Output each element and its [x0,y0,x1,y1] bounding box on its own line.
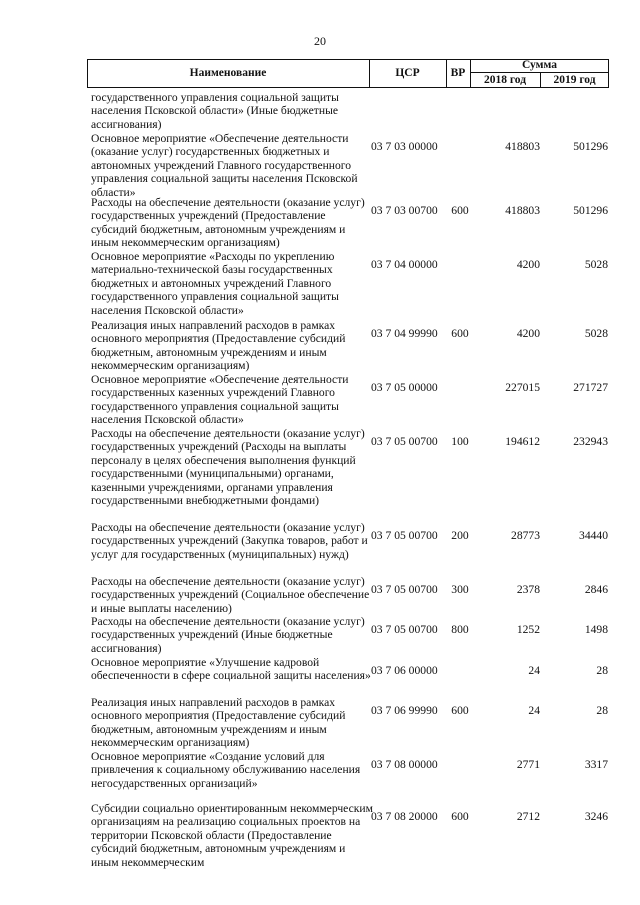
row-csr: 03 7 05 00700 [371,623,438,636]
row-sum-2019: 232943 [573,435,608,448]
row-csr: 03 7 08 20000 [371,810,438,823]
row-name: государственного управления социальной защиты населения Псковской области» (Иные бюджетные ассигнования) [91,91,339,131]
row-sum-2018: 4200 [516,258,540,271]
row-name: Субсидии социально ориентированным некоммерческим организациям на реализацию социальных проектов на территории Псковской области (Предоставление субсидий бюджетным, автономным учреждениям и иным некоммерческим [91,802,373,869]
row-sum-2018: 4200 [516,327,540,340]
row-name: Реализация иных направлений расходов в рамках основного мероприятия (Предоставление субсидий бюджетным, автономным учреждениям и иным некоммерческим организациям) [91,319,346,373]
row-sum-2019: 501296 [573,204,608,217]
row-csr: 03 7 04 99990 [371,327,438,340]
header-name: Наименование [189,67,267,79]
row-sum-2018: 2771 [516,758,540,771]
row-sum-2019: 1498 [584,623,608,636]
row-csr: 03 7 06 00000 [371,664,438,677]
row-name: Расходы на обеспечение деятельности (оказание услуг) государственных учреждений (Расходы на выплаты персоналу в целях обеспечения выполнения функций государственными (муниципальными) органами, казенными учреждениями, органами управления государственными внебюджетными фондами) [91,427,365,508]
row-sum-2018: 418803 [505,140,540,153]
header-sum: Сумма [522,59,557,71]
row-name: Основное мероприятие «Расходы по укреплению материально-технической базы государственных бюджетных и автономных учреждений Главного государственного управления социальной защиты населения Псковской области» [91,250,339,317]
row-csr: 03 7 04 00000 [371,258,438,271]
row-vr: 600 [451,327,469,340]
row-sum-2018: 2378 [516,583,540,596]
row-sum-2018: 1252 [516,623,540,636]
row-csr: 03 7 06 99990 [371,704,438,717]
row-vr: 800 [451,623,469,636]
row-name: Основное мероприятие «Обеспечение деятельности государственных казенных учреждений Главного государственного управления социальной защиты населения Псковской области» [91,373,349,427]
row-sum-2019: 28 [596,664,608,677]
row-sum-2018: 2712 [516,810,540,823]
header-2018: 2018 год [483,74,527,86]
header-2019: 2019 год [553,74,596,86]
row-vr: 200 [451,529,469,542]
row-name: Основное мероприятие «Создание условий для привлечения к социальному обслуживанию населения негосударственных организаций» [91,750,361,790]
row-name: Реализация иных направлений расходов в рамках основного мероприятия (Предоставление субсидий бюджетным, автономным учреждениям и иным некоммерческим организациям) [91,696,346,750]
row-vr: 600 [451,810,469,823]
row-csr: 03 7 05 00700 [371,529,438,542]
row-vr: 300 [451,583,469,596]
row-name: Расходы на обеспечение деятельности (оказание услуг) государственных учреждений (Предоставление субсидий бюджетным, автономным учреждениям и иным некоммерческим организациям) [91,196,365,250]
row-sum-2019: 5028 [584,258,608,271]
header-divider [470,72,609,73]
row-sum-2018: 24 [528,664,540,677]
row-name: Расходы на обеспечение деятельности (оказание услуг) государственных учреждений (Закупка товаров, работ и услуг для государственных (муниципальных) нужд) [91,521,368,561]
row-sum-2018: 227015 [505,381,540,394]
row-sum-2019: 501296 [573,140,608,153]
page-number: 20 [314,34,326,48]
row-name: Основное мероприятие «Улучшение кадровой обеспеченности в сфере социальной защиты населения» [91,656,371,683]
header-vr: ВР [450,67,466,79]
row-name: Расходы на обеспечение деятельности (оказание услуг) государственных учреждений (Социальное обеспечение и иные выплаты населению) [91,575,370,615]
row-sum-2019: 2846 [584,583,608,596]
row-csr: 03 7 03 00700 [371,204,438,217]
row-sum-2018: 194612 [505,435,540,448]
row-csr: 03 7 08 00000 [371,758,438,771]
row-sum-2019: 3246 [584,810,608,823]
row-sum-2018: 24 [528,704,540,717]
row-vr: 600 [451,204,469,217]
row-csr: 03 7 03 00000 [371,140,438,153]
row-vr: 100 [451,435,469,448]
row-sum-2018: 28773 [511,529,540,542]
row-csr: 03 7 05 00700 [371,583,438,596]
row-sum-2019: 34440 [579,529,608,542]
row-sum-2019: 5028 [584,327,608,340]
row-name: Основное мероприятие «Обеспечение деятельности (оказание услуг) государственных бюджетных и автономных учреждений Главного государственного управления социальной защиты населения Псковской области» [91,132,358,199]
row-csr: 03 7 05 00000 [371,381,438,394]
row-vr: 600 [451,704,469,717]
header-csr: ЦСР [395,67,420,79]
row-sum-2019: 271727 [573,381,608,394]
row-sum-2019: 28 [596,704,608,717]
row-name: Расходы на обеспечение деятельности (оказание услуг) государственных учреждений (Иные бюджетные ассигнования) [91,615,365,655]
row-sum-2019: 3317 [584,758,608,771]
row-csr: 03 7 05 00700 [371,435,438,448]
row-sum-2018: 418803 [505,204,540,217]
table-header [87,59,609,88]
